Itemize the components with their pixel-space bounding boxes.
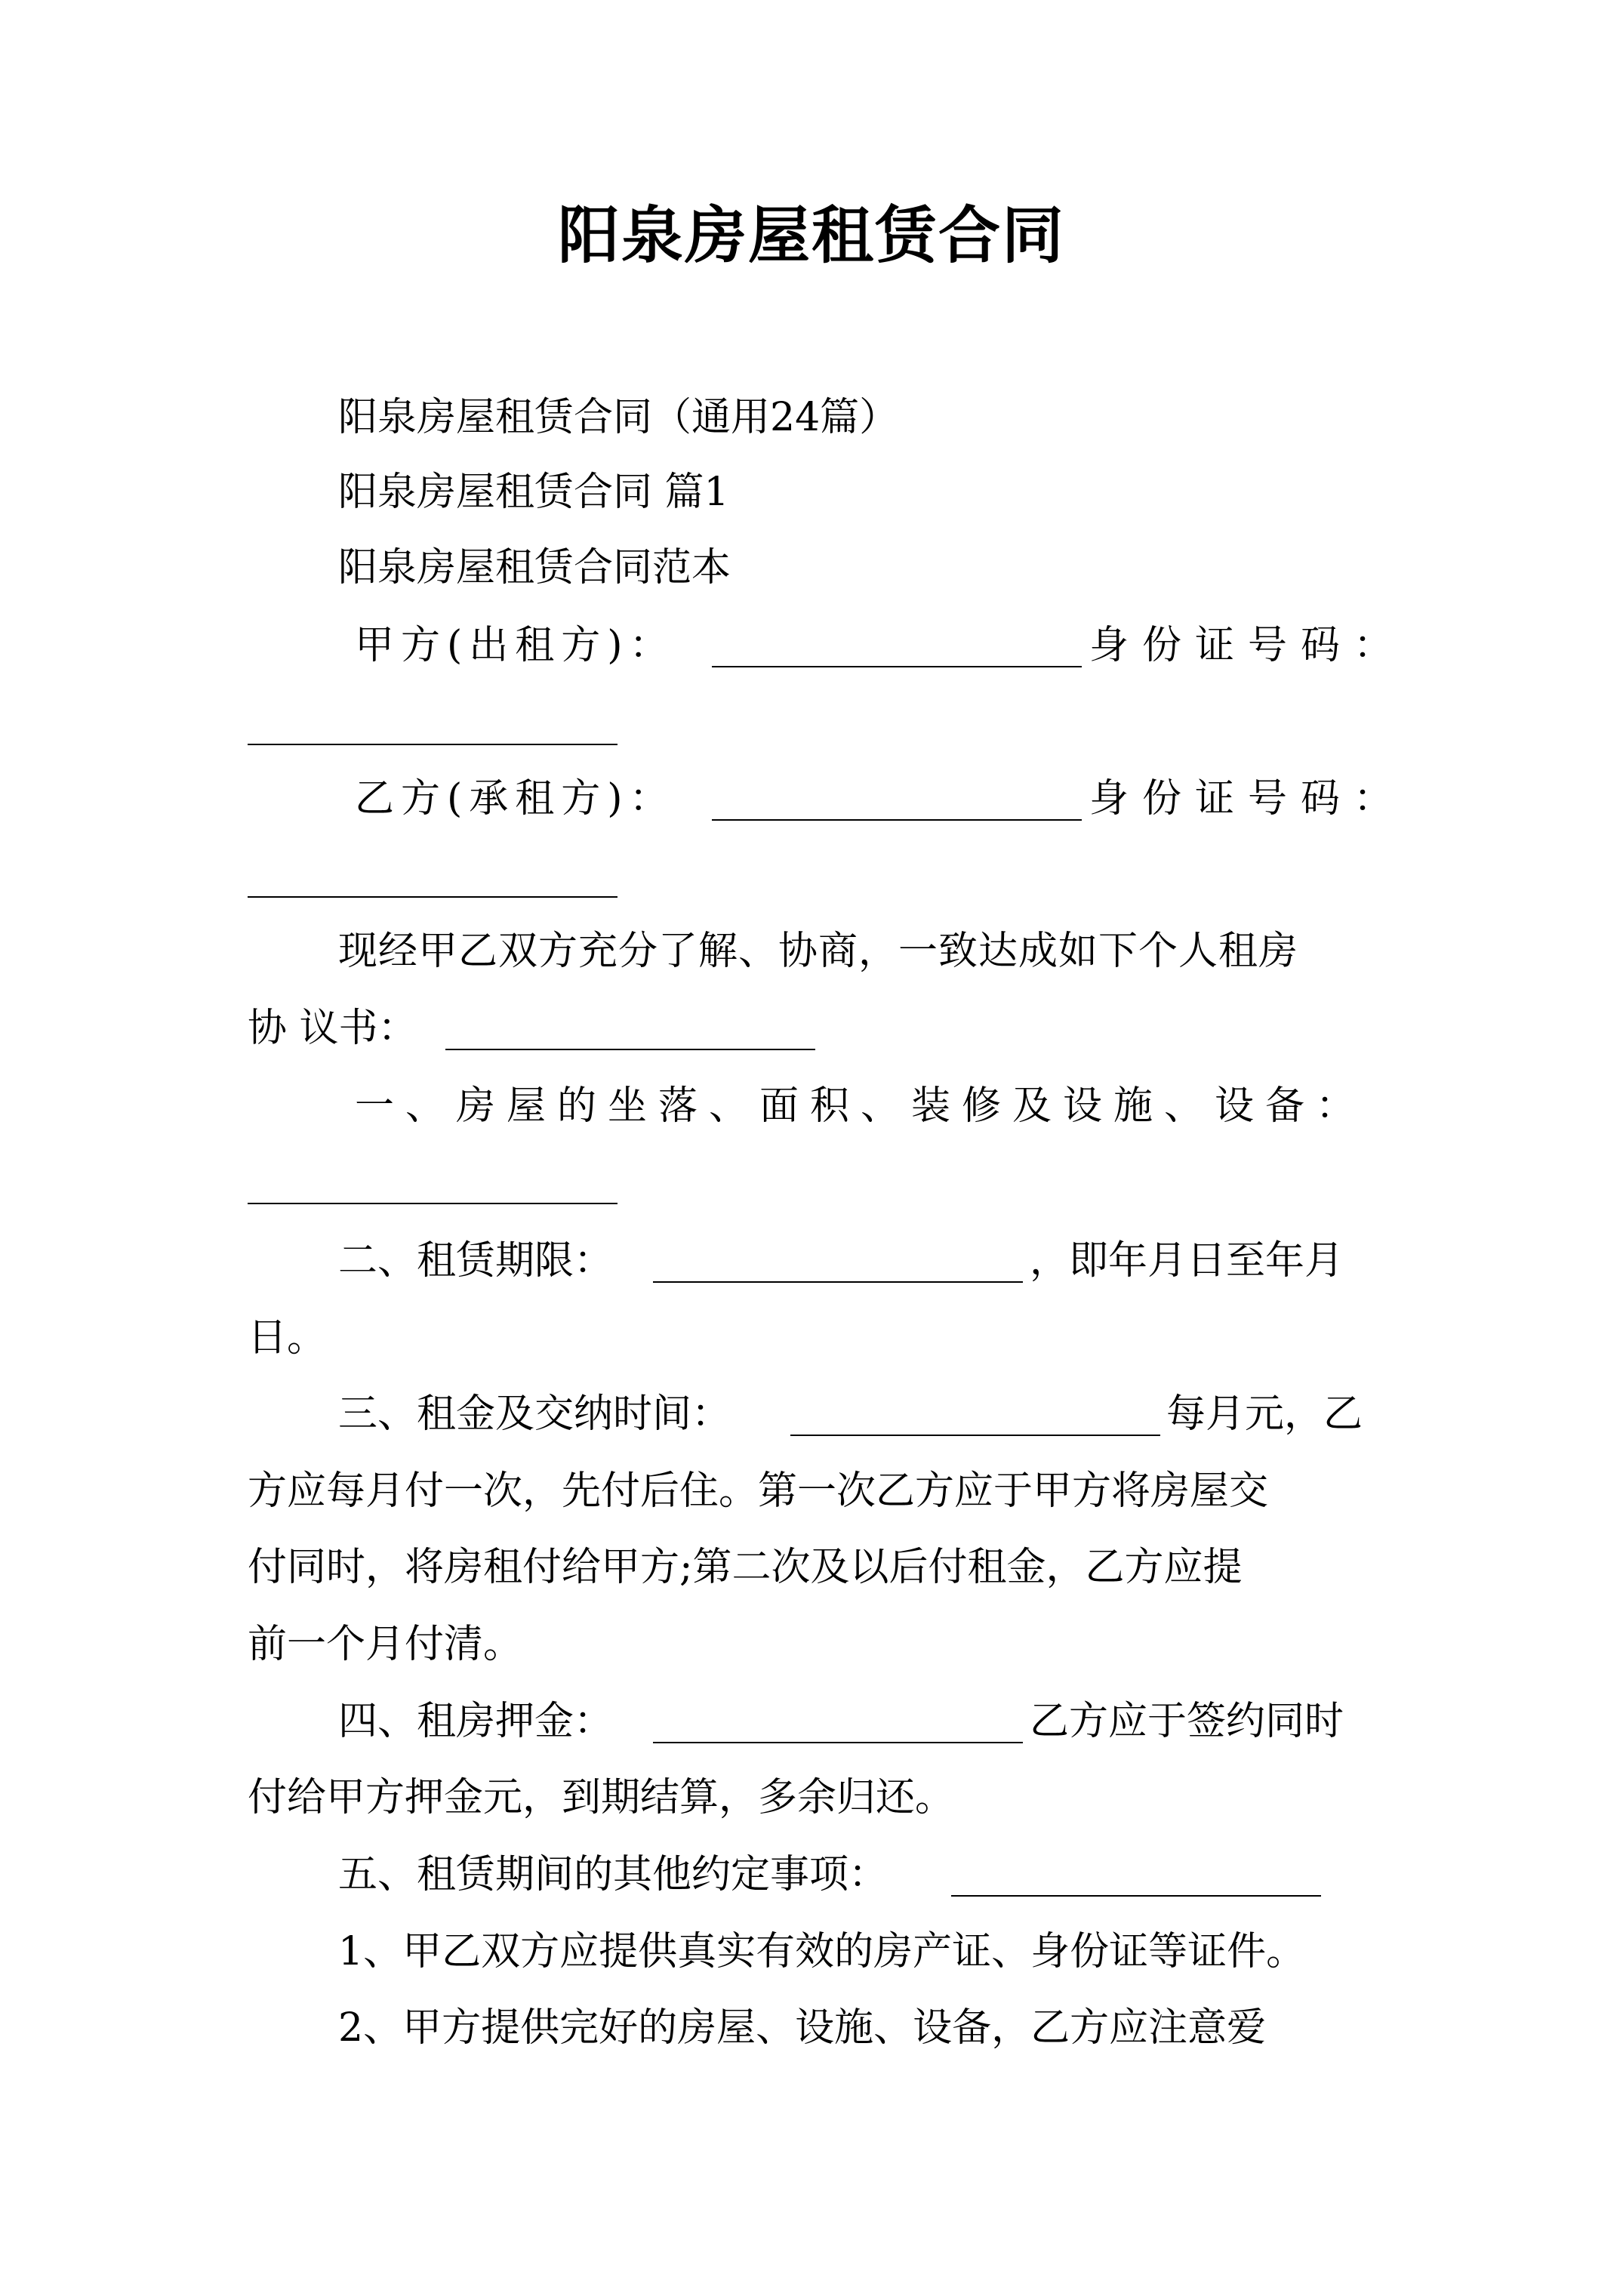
- clause-4-blank: [653, 1742, 1023, 1743]
- clause-3-blank: [790, 1435, 1160, 1436]
- clause-4-prefix: 四、租房押金：: [338, 1699, 614, 1744]
- document-title: 阳泉房屋租赁合同: [557, 199, 1065, 272]
- template-heading: 阳泉房屋租赁合同范本: [338, 545, 731, 590]
- clause-3-line-4: 前一个月付清。: [248, 1622, 523, 1667]
- intro-line-1: 现经甲乙双方充分了解、协商，一致达成如下个人租房: [338, 929, 1299, 974]
- party-a-id-blank: [248, 744, 617, 745]
- section-heading: 阳泉房屋租赁合同 篇1: [338, 470, 729, 515]
- party-b-id-blank: [248, 896, 617, 898]
- clause-4-line-2: 付给甲方押金元，到期结算，多余归还。: [248, 1775, 955, 1820]
- party-a-name-blank: [712, 666, 1082, 667]
- party-a-id-label: 身份证号码：: [1089, 623, 1407, 668]
- clause-2-blank: [653, 1281, 1023, 1283]
- party-b-label: 乙方(承租方)：: [355, 776, 676, 821]
- party-a-label: 甲方(出租方)：: [355, 623, 676, 668]
- clause-3-prefix: 三、租金及交纳时间：: [338, 1391, 731, 1437]
- clause-4-suffix: 乙方应于签约同时: [1030, 1699, 1344, 1744]
- item-2: 2、甲方提供完好的房屋、设施、设备，乙方应注意爱: [338, 2005, 1267, 2051]
- clause-2-prefix: 二、租赁期限：: [338, 1238, 614, 1284]
- clause-1: 一、房屋的坐落、面积、装修及设施、设备：: [355, 1083, 1367, 1129]
- clause-2-line-2: 日。: [248, 1315, 327, 1361]
- clause-3-line-3: 付同时，将房租付给甲方;第二次及以后付租金，乙方应提: [248, 1545, 1243, 1590]
- clause-2-suffix: ，即年月日至年月: [1030, 1238, 1344, 1284]
- intro-line-2: 协 议书：: [248, 1006, 417, 1051]
- subtitle-line: 阳泉房屋租赁合同（通用24篇）: [338, 395, 899, 440]
- clause-5: 五、租赁期间的其他约定事项：: [338, 1852, 888, 1897]
- party-b-name-blank: [712, 819, 1082, 821]
- clause-1-blank: [248, 1203, 617, 1204]
- clause-3-suffix: 每月元，乙: [1166, 1391, 1363, 1437]
- item-1: 1、甲乙双方应提供真实有效的房产证、身份证等证件。: [338, 1929, 1306, 1974]
- clause-5-blank: [951, 1895, 1321, 1897]
- intro-blank: [445, 1049, 815, 1050]
- party-b-id-label: 身份证号码：: [1089, 776, 1407, 821]
- clause-3-line-2: 方应每月付一次，先付后住。第一次乙方应于甲方将房屋交: [248, 1469, 1269, 1514]
